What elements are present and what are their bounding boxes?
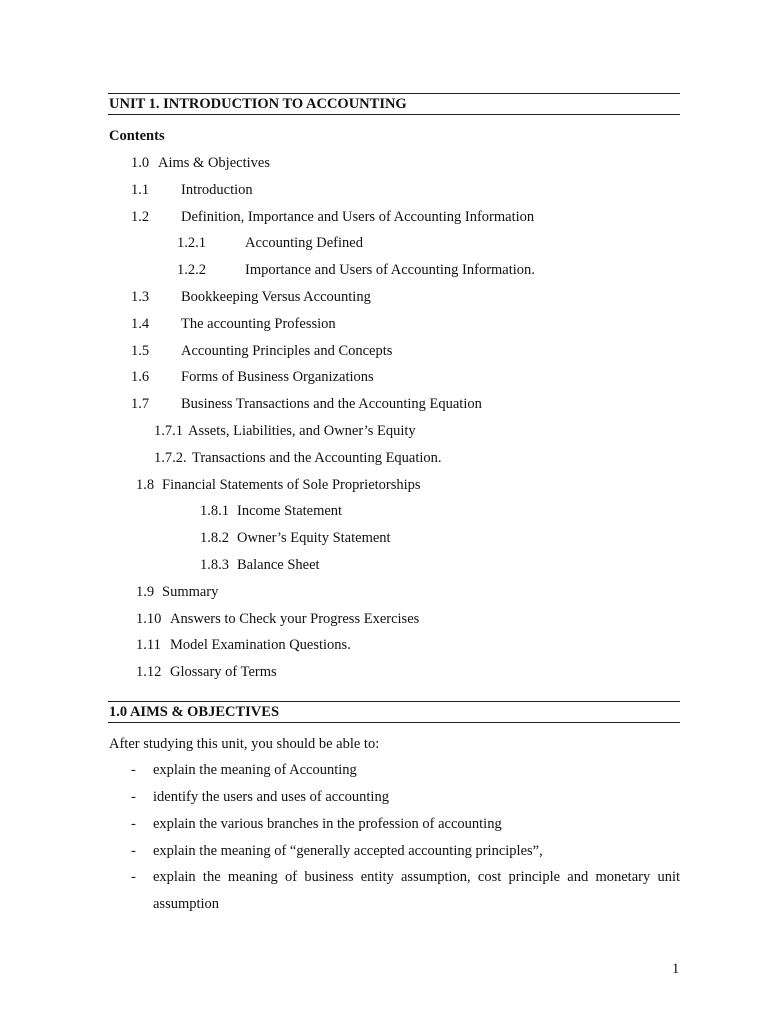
section-top-rule — [108, 701, 680, 702]
title-top-rule — [108, 93, 680, 94]
toc-number: 1.8.1 — [200, 503, 229, 519]
section-heading: 1.0 AIMS & OBJECTIVES — [109, 704, 280, 720]
toc-text: Income Statement — [237, 503, 343, 519]
toc-text: Accounting Principles and Concepts — [181, 343, 393, 359]
toc-text: Bookkeeping Versus Accounting — [181, 289, 371, 305]
bullet-dash: - — [131, 816, 136, 832]
page-number: 1 — [672, 961, 680, 977]
toc-text: Aims & Objectives — [158, 155, 270, 171]
toc-text: Forms of Business Organizations — [181, 369, 374, 385]
section-bottom-rule — [108, 722, 680, 723]
toc-number: 1.10 — [136, 611, 162, 627]
toc-number: 1.9 — [136, 584, 155, 600]
toc-number: 1.7 — [131, 396, 150, 412]
toc-text: Importance and Users of Accounting Information. — [245, 262, 535, 278]
toc-number: 1.12 — [136, 664, 162, 680]
toc-number: 1.2 — [131, 209, 150, 225]
toc-text: Owner’s Equity Statement — [237, 530, 391, 546]
toc-text: Transactions and the Accounting Equation. — [192, 450, 442, 466]
objective-text: identify the users and uses of accounting — [153, 789, 389, 805]
toc-number: 1.5 — [131, 343, 150, 359]
toc-number: 1.7.1 — [154, 423, 183, 439]
toc-number: 1.2.2 — [177, 262, 206, 278]
toc-text: Financial Statements of Sole Proprietorships — [162, 477, 421, 493]
objective-text: explain the meaning of business entity assumption, cost principle and monetary unit — [153, 869, 680, 885]
toc-text: Answers to Check your Progress Exercises — [170, 611, 420, 627]
unit-title: UNIT 1. INTRODUCTION TO ACCOUNTING — [109, 96, 407, 112]
toc-text: Summary — [162, 584, 219, 600]
toc-number: 1.2.1 — [177, 235, 206, 251]
bullet-dash: - — [131, 762, 136, 778]
contents-label: Contents — [109, 128, 165, 144]
toc-number: 1.11 — [136, 637, 161, 653]
toc-text: Assets, Liabilities, and Owner’s Equity — [188, 423, 416, 439]
title-bottom-rule — [108, 114, 680, 115]
objective-text: explain the meaning of “generally accepted accounting principles”, — [153, 843, 543, 859]
objective-text: explain the meaning of Accounting — [153, 762, 357, 778]
toc-text: Glossary of Terms — [170, 664, 277, 680]
toc-text: Introduction — [181, 182, 253, 198]
toc-number: 1.7.2. — [154, 450, 187, 466]
objective-text: explain the various branches in the profession of accounting — [153, 816, 502, 832]
toc-text: Definition, Importance and Users of Accounting Information — [181, 209, 535, 225]
toc-number: 1.1 — [131, 182, 150, 198]
bullet-dash: - — [131, 789, 136, 805]
toc-text: Business Transactions and the Accounting Equation — [181, 396, 482, 412]
toc-number: 1.8.2 — [200, 530, 229, 546]
toc-number: 1.0 — [131, 155, 150, 171]
toc-number: 1.3 — [131, 289, 150, 305]
toc-text: The accounting Profession — [181, 316, 336, 332]
bullet-dash: - — [131, 869, 136, 885]
toc-number: 1.8.3 — [200, 557, 229, 573]
toc-text: Model Examination Questions. — [170, 637, 351, 653]
toc-number: 1.6 — [131, 369, 150, 385]
intro-paragraph: After studying this unit, you should be able to: — [109, 736, 380, 752]
toc-number: 1.8 — [136, 477, 155, 493]
toc-number: 1.4 — [131, 316, 150, 332]
toc-text: Balance Sheet — [237, 557, 320, 573]
objective-text-continued: assumption — [153, 896, 220, 912]
toc-text: Accounting Defined — [245, 235, 363, 251]
bullet-dash: - — [131, 843, 136, 859]
